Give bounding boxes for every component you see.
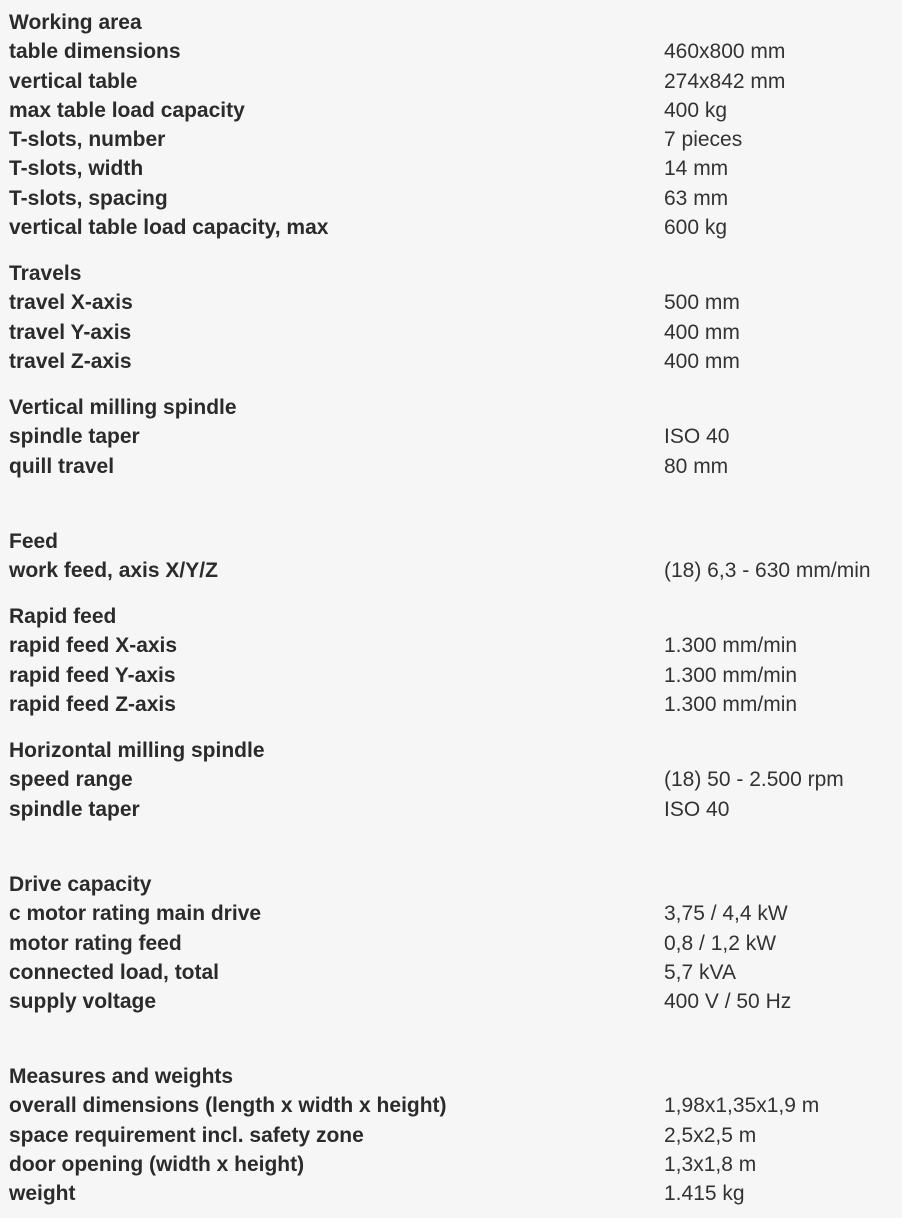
spec-label: rapid feed X-axis [9,634,178,657]
spec-value: 400 V / 50 Hz [664,990,792,1013]
spec-row [0,213,902,242]
spec-value: 1,98x1,35x1,9 m [664,1094,820,1117]
spec-row [0,96,902,125]
spec-row [0,288,902,317]
spec-row [0,765,902,794]
spec-label: connected load, total [9,961,220,984]
spec-value: 400 mm [664,321,740,344]
spec-value: 600 kg [664,216,728,239]
spec-label: max table load capacity [9,99,245,122]
spec-label: work feed, axis X/Y/Z [9,559,218,582]
spec-label: T-slots, width [9,157,144,180]
spec-label: door opening (width x height) [9,1153,305,1176]
spec-row [0,422,902,451]
spec-label: T-slots, spacing [9,187,168,210]
spec-label: quill travel [9,455,115,478]
spec-label: spindle taper [9,425,140,448]
section-heading: Vertical milling spindle [9,396,237,419]
spec-value: 63 mm [664,187,729,210]
section-heading: Feed [9,530,59,553]
spec-label: c motor rating main drive [9,902,262,925]
spec-row [0,452,902,481]
spec-row [0,125,902,154]
spec-row [0,67,902,96]
spec-row [0,1091,902,1120]
spec-row [0,1179,902,1208]
spec-value: ISO 40 [664,798,730,821]
spec-label: overall dimensions (length x width x height) [9,1094,447,1117]
spec-value: 1.415 kg [664,1182,745,1205]
spec-row [0,154,902,183]
spec-label: supply voltage [9,990,157,1013]
spec-value: 274x842 mm [664,70,786,93]
section-heading-measures-and-weights [0,1062,902,1091]
spec-row [0,899,902,928]
spec-label: table dimensions [9,40,181,63]
spec-value: 500 mm [664,291,740,314]
spec-row [0,318,902,347]
spec-value: 7 pieces [664,128,743,151]
spec-row [0,795,902,824]
spec-label: vertical table [9,70,138,93]
spec-value: 400 kg [664,99,728,122]
spec-row [0,1150,902,1179]
section-heading-rapid-feed [0,602,902,631]
spec-value: 0,8 / 1,2 kW [664,932,777,955]
spec-row [0,184,902,213]
spec-value: 3,75 / 4,4 kW [664,902,788,925]
spec-row [0,556,902,585]
spec-value: 14 mm [664,157,729,180]
section-heading: Measures and weights [9,1065,234,1088]
spec-value: 400 mm [664,350,740,373]
spec-label: rapid feed Y-axis [9,664,176,687]
spec-label: motor rating feed [9,932,182,955]
spec-row [0,987,902,1016]
spec-label: travel X-axis [9,291,133,314]
spec-value: 80 mm [664,455,729,478]
section-heading-feed [0,527,902,556]
spec-value: 1.300 mm/min [664,634,798,657]
section-heading-horizontal-milling-spindle [0,736,902,765]
section-heading-vertical-milling-spindle [0,393,902,422]
spec-label: space requirement incl. safety zone [9,1124,364,1147]
spec-value: (18) 50 - 2.500 rpm [664,768,844,791]
section-heading: Travels [9,262,82,285]
section-heading-travels [0,259,902,288]
spec-row [0,1121,902,1150]
spec-row [0,37,902,66]
spec-value: 1.300 mm/min [664,664,798,687]
section-heading: Horizontal milling spindle [9,739,265,762]
section-heading-drive-capacity [0,870,902,899]
spec-label: spindle taper [9,798,140,821]
spec-label: vertical table load capacity, max [9,216,329,239]
spec-label: T-slots, number [9,128,166,151]
spec-label: speed range [9,768,133,791]
spec-value: (18) 6,3 - 630 mm/min [664,559,871,582]
spec-label: travel Z-axis [9,350,132,373]
spec-label: travel Y-axis [9,321,132,344]
spec-value: ISO 40 [664,425,730,448]
spec-row [0,347,902,376]
spec-row [0,690,902,719]
spec-value: 2,5x2,5 m [664,1124,757,1147]
spec-row [0,631,902,660]
section-heading: Drive capacity [9,873,152,896]
section-heading: Working area [9,11,142,34]
spec-value: 1.300 mm/min [664,693,798,716]
section-heading: Rapid feed [9,605,117,628]
spec-row [0,661,902,690]
section-heading-working-area [0,8,902,37]
spec-row [0,958,902,987]
spec-label: rapid feed Z-axis [9,693,176,716]
spec-value: 460x800 mm [664,40,786,63]
spec-value: 1,3x1,8 m [664,1153,757,1176]
spec-label: weight [9,1182,76,1205]
spec-value: 5,7 kVA [664,961,736,984]
spec-row [0,929,902,958]
